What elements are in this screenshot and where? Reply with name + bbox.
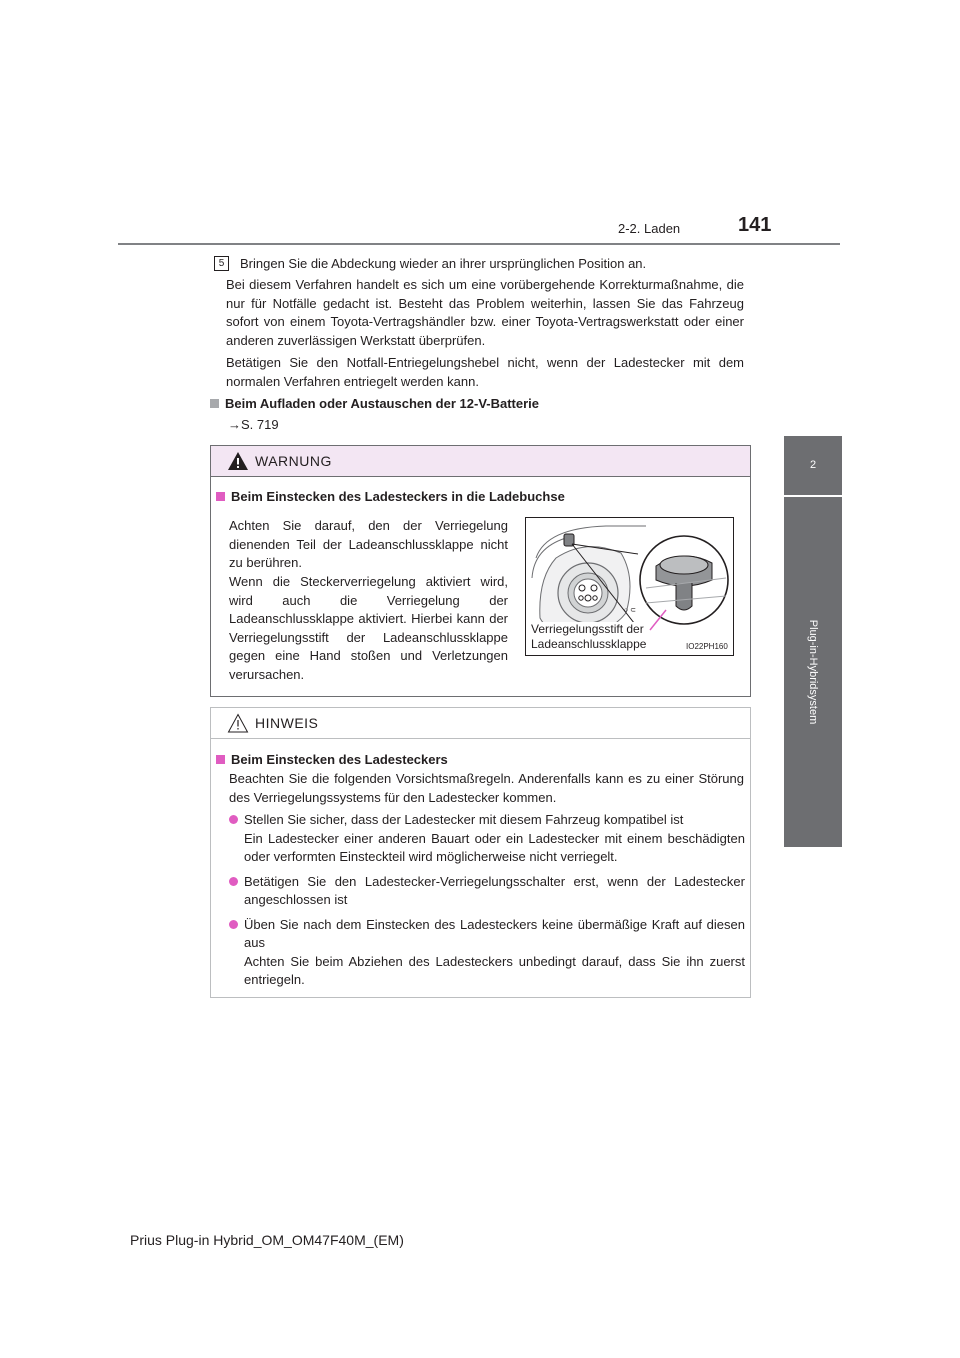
warning-paragraph-2: Wenn die Steckerverriegelung aktiviert wird, wird auch die Verriegelung der Ladeanschlussklappe aktiviert. Hierbei kann der Verriegelungsstift der Ladeanschlussklappe gegen eine Hand stoßen und Verletzungen verursachen.	[229, 574, 508, 682]
notice-title: HINWEIS	[255, 715, 319, 731]
square-bullet-icon	[216, 492, 225, 501]
body-heading-text: Beim Aufladen oder Austauschen der 12-V-Batterie	[225, 396, 540, 411]
document-footer: Prius Plug-in Hybrid_OM_OM47F40M_(EM)	[130, 1232, 404, 1248]
svg-text:○ ⊂: ○ ⊂	[624, 607, 637, 614]
notice-box	[210, 707, 751, 998]
figure-callout-label	[531, 622, 646, 651]
body-heading	[210, 395, 750, 414]
charging-port-figure	[525, 517, 734, 656]
square-bullet-icon	[210, 399, 219, 408]
warning-paragraph-1: Achten Sie darauf, den der Verriegelung dienenden Teil der Ladeanschlussklappe nicht zu berühren.	[229, 518, 508, 570]
notice-item-title: Betätigen Sie den Ladestecker-Verriegelungsschalter erst, wenn der Ladestecker angeschlossen ist	[244, 873, 745, 907]
header-rule	[118, 243, 840, 245]
chapter-title: Plug-in-Hybridsystem	[807, 619, 819, 725]
notice-item-detail: Achten Sie beim Abziehen des Ladesteckers unbedingt darauf, dass Sie ihn zuerst entriegeln.	[244, 953, 745, 987]
warning-subheading-text: Beim Einstecken des Ladesteckers in die Ladebuchse	[231, 489, 565, 504]
notice-subheading-text: Beim Einstecken des Ladesteckers	[231, 752, 448, 767]
caution-triangle-icon	[227, 713, 249, 733]
page-number: 141	[738, 214, 772, 236]
body-paragraph-1: Bei diesem Verfahren handelt es sich um eine vorübergehende Korrekturmaßnahme, die nur für Notfälle gedacht ist. Besteht das Problem weiterhin, lassen Sie das Fahrzeug sofort von einem Toyota-Vertragshändler bzw. einer Toyota-Vertragswerkstatt oder einer anderen zuverlässigen Werkstatt überprüfen.	[226, 277, 744, 348]
circle-bullet-icon	[229, 920, 238, 929]
notice-item-title: Üben Sie nach dem Einstecken des Ladesteckers keine übermäßige Kraft auf diesen aus	[244, 916, 745, 950]
notice-item-detail: Ein Ladestecker einer anderen Bauart oder ein Ladestecker mit einem beschädigten oder verformten Einsteckteil wird möglicherweise nicht verriegelt.	[244, 830, 745, 864]
page-reference-link[interactable]: →S. 719	[228, 417, 279, 432]
circle-bullet-icon	[229, 877, 238, 886]
notice-list-item	[229, 873, 745, 910]
warning-header	[211, 446, 750, 477]
notice-header	[211, 708, 750, 739]
notice-list-item	[229, 916, 745, 990]
notice-intro: Beachten Sie die folgenden Vorsichtsmaßregeln. Anderenfalls kann es zu einer Störung des Verriegelungssystems für den Ladestecker kommen.	[229, 771, 744, 805]
warning-subheading	[216, 488, 746, 507]
circle-bullet-icon	[229, 815, 238, 824]
notice-subheading	[216, 751, 746, 770]
section-title: 2-2. Laden	[618, 221, 681, 236]
figure-code: IO22PH160	[686, 642, 728, 651]
warning-title: WARNUNG	[255, 453, 332, 469]
figure-label-line-2: Ladeanschlussklappe	[531, 636, 647, 651]
warning-triangle-icon	[227, 451, 249, 471]
figure-label-line-1: Verriegelungsstift der	[531, 622, 644, 636]
square-bullet-icon	[216, 755, 225, 764]
notice-list-item	[229, 811, 745, 867]
body-paragraph-2: Betätigen Sie den Notfall-Entriegelungshebel nicht, wenn der Ladestecker mit dem normalen Verfahren entriegelt werden kann.	[226, 355, 744, 389]
notice-item-title: Stellen Sie sicher, dass der Ladestecker mit diesem Fahrzeug kompatibel ist	[244, 812, 684, 827]
step-number-badge: 5	[214, 256, 229, 271]
warning-box	[210, 445, 751, 697]
notice-list	[229, 811, 745, 990]
chapter-number-tab: 2	[784, 436, 842, 495]
chapter-title-vertical	[784, 497, 842, 847]
step-5-text: Bringen Sie die Abdeckung wieder an ihrer ursprünglichen Position an.	[240, 256, 647, 271]
